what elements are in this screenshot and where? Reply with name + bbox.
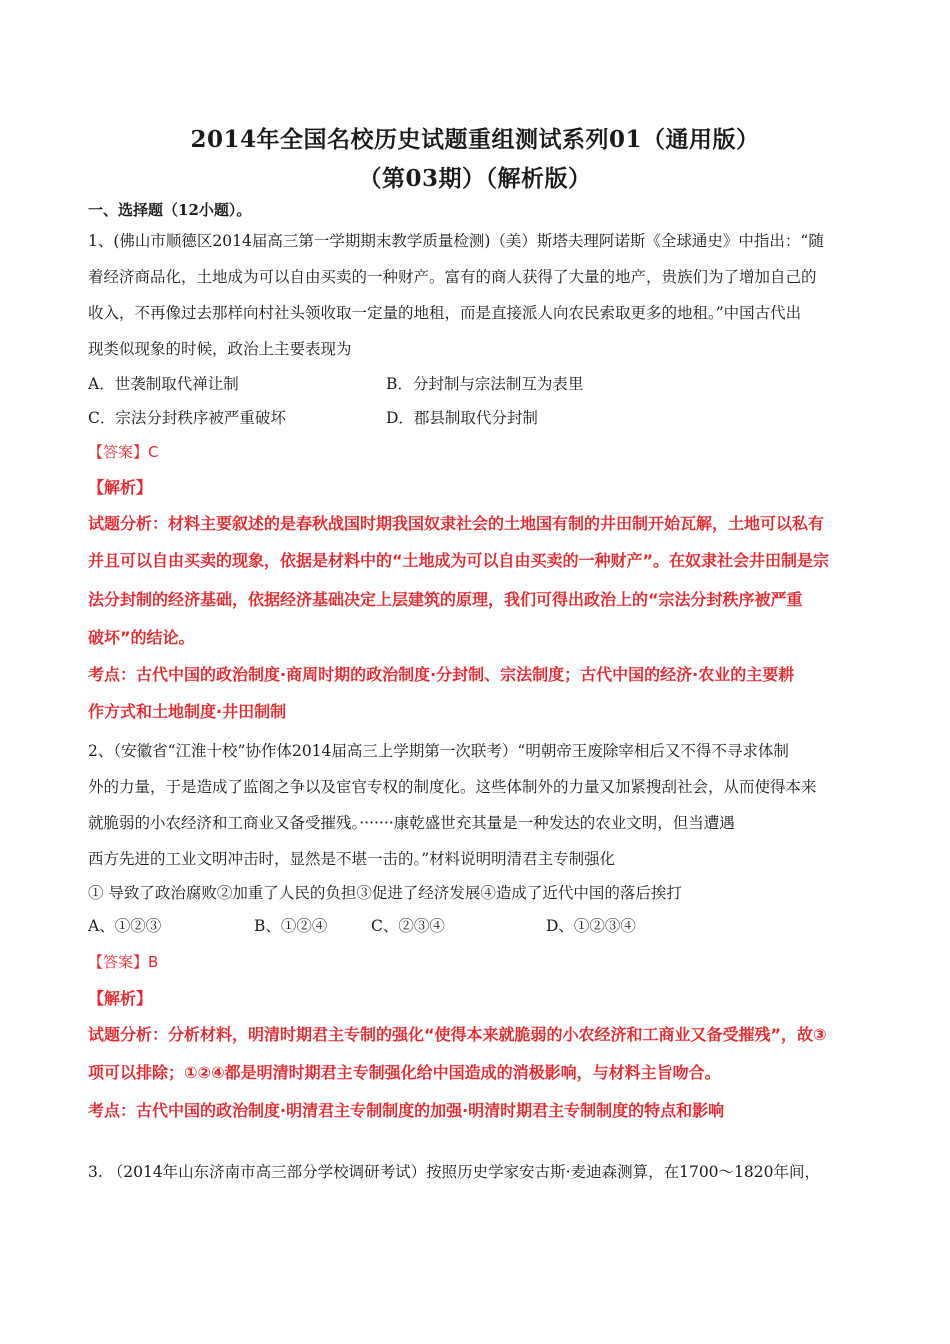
q1-option-c: C．宗法分封秩序被严重破坏 [88,409,286,427]
page-title: 2014年全国名校历史试题重组测试系列01（通用版） [190,126,760,153]
q2-line-5: ① 导致了政治腐败②加重了人民的负担③促进了经济发展④造成了近代中国的落后挨打 [88,884,682,902]
q3-line-1: 3. （2014年山东济南市高三部分学校调研考试）按照历史学家安古斯·麦迪森测算，在1700～1820年间， [88,1163,820,1181]
q1-analysis-label: 【解析】 [88,478,153,497]
q1-analysis-line-3: 法分封制的经济基础，依据经济基础决定上层建筑的原理，我们可得出政治上的“宗法分封秩序被严重 [88,590,803,609]
q1-option-d: D．郡县制取代分封制 [386,409,538,427]
q2-analysis-label: 【解析】 [88,989,153,1008]
q2-line-3: 就脆弱的小农经济和工商业又备受摧残。·······康乾盛世充其量是一种发达的农业文明，但当遭遇 [88,814,735,832]
q1-analysis-line-1: 试题分析：材料主要叙述的是春秋战国时期我国奴隶社会的土地国有制的井田制开始瓦解，土地可以私有 [88,514,825,533]
q1-line-2: 着经济商品化，土地成为可以自由买卖的一种财产。富有的商人获得了大量的地产，贵族们为了增加自己的 [88,268,817,286]
q2-option-a: A、①②③ [88,917,162,935]
q2-option-d: D、①②③④ [546,917,636,935]
page-subtitle: （第03期）（解析版） [358,165,592,192]
q2-kaodian-line-1: 考点：古代中国的政治制度·明清君主专制制度的加强·明清时期君主专制制度的特点和影响 [88,1101,725,1120]
q1-kaodian-line-1: 考点：古代中国的政治制度·商周时期的政治制度·分封制、宗法制度；古代中国的经济·农业的主要耕 [88,665,795,684]
q1-answer: 【答案】C [88,443,159,461]
q2-analysis-line-2: 项可以排除；①②④都是明清时期君主专制强化给中国造成的消极影响，与材料主旨吻合。 [88,1063,721,1082]
q1-line-1: 1、(佛山市顺德区2014届高三第一学期期末教学质量检测)（美）斯塔夫理阿诺斯《全球通史》中指出：“随 [88,232,824,250]
q1-analysis-line-2: 并且可以自由买卖的现象，依据是材料中的“土地成为可以自由买卖的一种财产”。在奴隶社会井田制是宗 [88,551,830,570]
q1-line-4: 现类似现象的时候，政治上主要表现为 [88,340,352,358]
q1-kaodian-line-2: 作方式和土地制度·井田制制 [88,702,287,721]
q2-answer: 【答案】B [88,953,159,971]
q2-analysis-line-1: 试题分析：分析材料，明清时期君主专制的强化“使得本来就脆弱的小农经济和工商业又备受摧残”，故③ [88,1025,827,1044]
q2-line-4: 西方先进的工业文明冲击时，显然是不堪一击的。”材料说明明清君主专制强化 [88,850,616,868]
q2-line-1: 2、（安徽省“江淮十校”协作体2014届高三上学期第一次联考）“明朝帝王废除宰相后又不得不寻求体制 [88,742,789,760]
q2-option-b: B、①②④ [254,917,328,935]
q1-analysis-line-4: 破坏”的结论。 [88,628,195,647]
q1-option-a: A．世袭制取代禅让制 [88,375,239,393]
q2-option-c: C、②③④ [371,917,445,935]
q1-line-3: 收入，不再像过去那样向村社头领收取一定量的地租，而是直接派人向农民索取更多的地租。”中国古代出 [88,304,802,322]
q1-option-b: B．分封制与宗法制互为表里 [386,375,584,393]
section-heading: 一、选择题（12小题）。 [88,201,252,219]
q2-line-2: 外的力量，于是造成了监阁之争以及宦官专权的制度化。这些体制外的力量又加紧搜刮社会，从而使得本来 [88,778,817,796]
